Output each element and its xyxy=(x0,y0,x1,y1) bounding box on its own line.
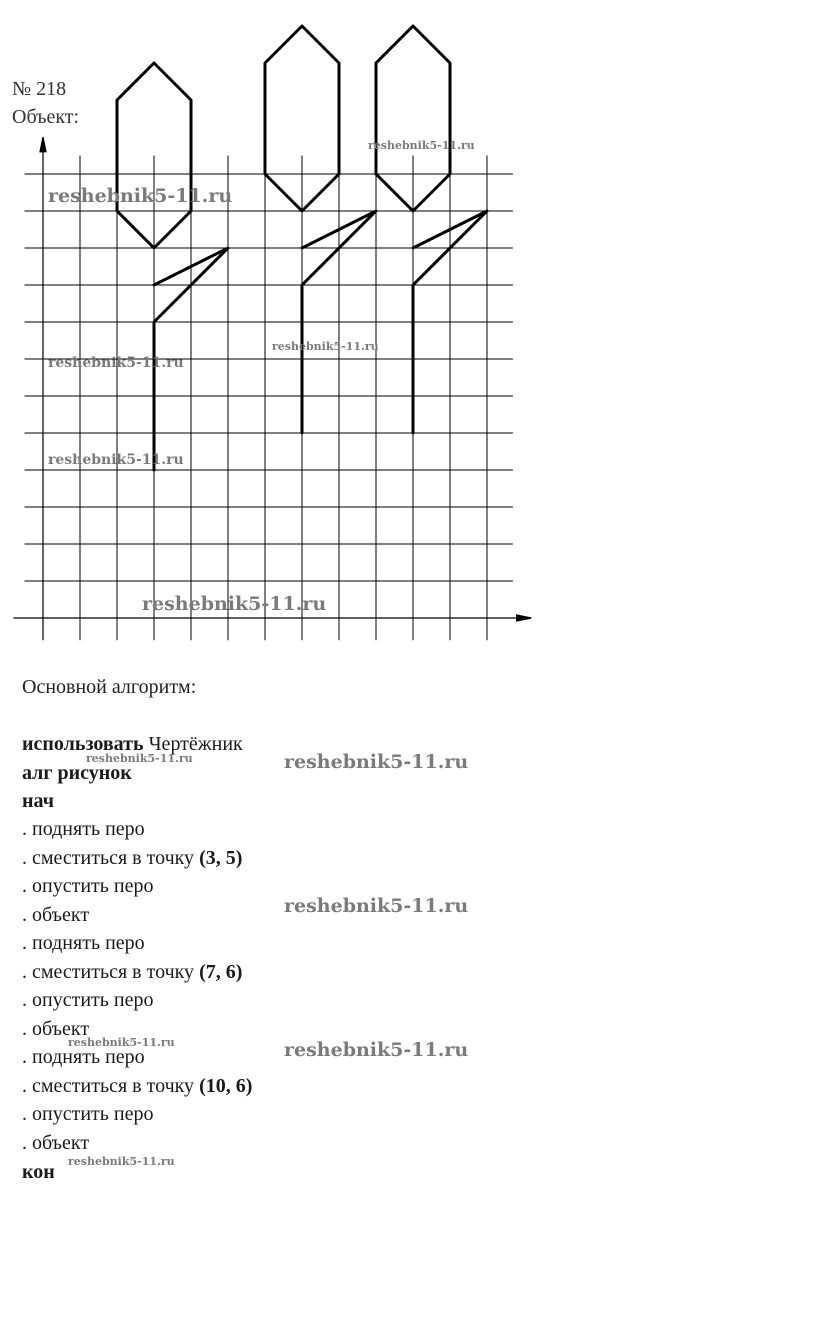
algorithm-line-text: . объект xyxy=(22,903,90,926)
end-keyword: кон xyxy=(22,1161,55,1183)
algorithm-line xyxy=(22,902,89,928)
algorithm-line-text: . поднять перо xyxy=(22,1046,145,1068)
y-axis-arrow xyxy=(40,137,46,152)
algorithm-line-coords: (3, 5) xyxy=(199,846,243,869)
algorithm-line xyxy=(22,1101,153,1127)
use-name: Чертёжник xyxy=(148,733,243,755)
watermark-text: reshebnik5-11.ru xyxy=(48,452,184,468)
algorithm-line xyxy=(22,1130,89,1156)
algorithm-line xyxy=(22,959,242,985)
watermark-text: reshebnik5-11.ru xyxy=(68,1155,175,1168)
algorithm-line-text: . поднять перо xyxy=(22,818,145,840)
algorithm-line xyxy=(22,873,153,899)
watermark-text: reshebnik5-11.ru xyxy=(48,355,184,371)
watermark-text: reshebnik5-11.ru xyxy=(368,139,475,152)
watermark-text: reshebnik5-11.ru xyxy=(86,752,193,765)
algorithm-line xyxy=(22,816,145,842)
alg-header: алг рисунок xyxy=(22,762,132,784)
object-label: Объект: xyxy=(12,106,80,128)
algorithm-line-text: . опустить перо xyxy=(22,989,154,1011)
algorithm-line-text: . поднять перо xyxy=(22,932,145,954)
watermark-text: reshebnik5-11.ru xyxy=(68,1036,175,1049)
grid-lines xyxy=(25,156,513,641)
watermark-text: reshebnik5-11.ru xyxy=(284,895,469,917)
problem-number: № 218 xyxy=(12,78,67,100)
watermark-text: reshebnik5-11.ru xyxy=(284,1039,469,1061)
watermark-text: reshebnik5-11.ru xyxy=(272,340,379,353)
algorithm-line-text: . опустить перо xyxy=(22,875,154,897)
x-axis-arrow xyxy=(517,615,532,621)
watermark-text: reshebnik5-11.ru xyxy=(284,751,469,773)
algorithm-line-text: . сместиться в точку xyxy=(22,1074,200,1097)
algorithm-line xyxy=(22,930,145,956)
watermark-text: reshebnik5-11.ru xyxy=(142,593,327,615)
section-title: Основной алгоритм: xyxy=(22,676,197,698)
algorithm-line-coords: (7, 6) xyxy=(199,960,243,983)
algorithm-line-coords: (10, 6) xyxy=(199,1074,253,1097)
algorithm-line xyxy=(22,1073,252,1099)
algorithm-line-text: . опустить перо xyxy=(22,1103,154,1125)
watermark-text: reshebnik5-11.ru xyxy=(48,185,233,207)
use-keyword: использовать xyxy=(22,733,144,755)
algorithm-line xyxy=(22,987,153,1013)
axes xyxy=(13,137,531,640)
algorithm-line-text: . объект xyxy=(22,1017,90,1040)
begin-keyword: нач xyxy=(22,790,55,812)
algorithm-line-text: . сместиться в точку xyxy=(22,846,200,869)
algorithm-line xyxy=(22,845,242,871)
algorithm-line-text: . объект xyxy=(22,1131,90,1154)
algorithm-line-text: . сместиться в точку xyxy=(22,960,200,983)
